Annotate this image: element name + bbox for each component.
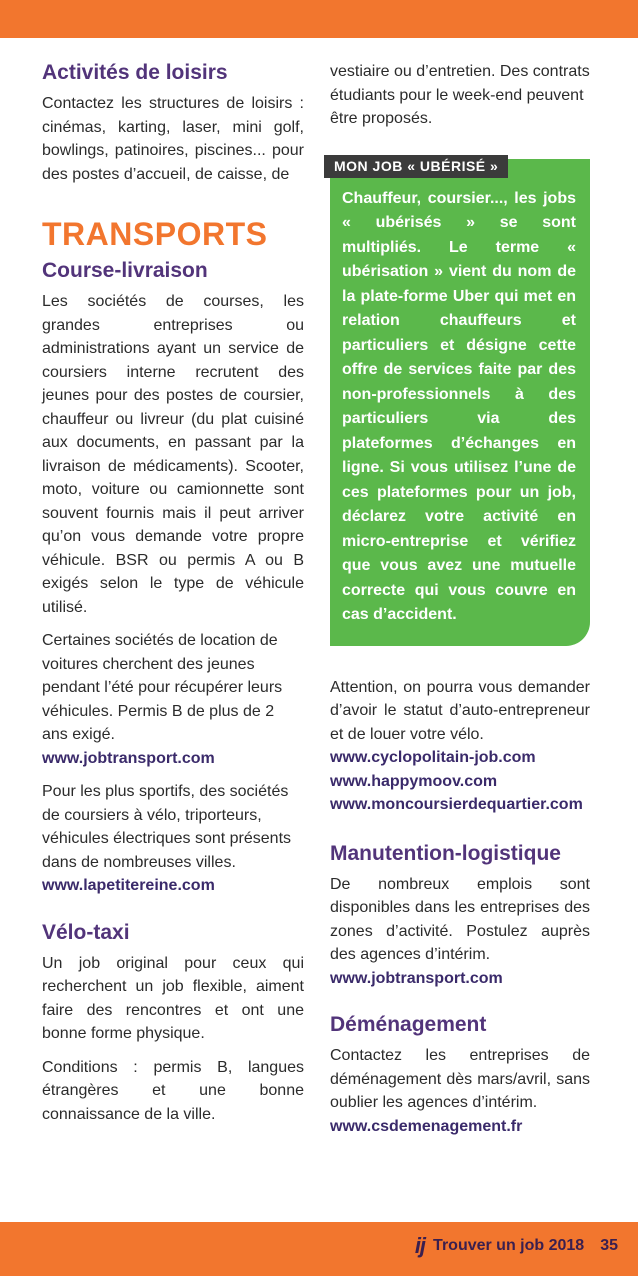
velo-heading: Vélo-taxi [42,920,130,944]
page-footer [415,1234,618,1258]
section-title-transports: TRANSPORTS [42,216,268,252]
manutention-heading: Manutention-logistique [330,841,561,865]
page-number: 35 [600,1237,618,1254]
manutention-paragraph: De nombreux emplois sont disponibles dans les entreprises des zones d’activité. Postulez auprès des agences d’intérim. [330,875,590,963]
continued-paragraph: vestiaire ou d’entretien. Des contrats étudiants pour le week-end peuvent être proposés. [330,63,590,127]
demenagement-heading: Déménagement [330,1013,487,1036]
course-heading: Course-livraison [42,259,208,282]
course-paragraph-3: Pour les plus sportifs, des sociétés de coursiers à vélo, triporteurs, véhicules électriques sont présents dans de nombreuses villes. [42,783,292,871]
right-column [330,60,590,1138]
link-jobtransport-2[interactable]: www.jobtransport.com [330,969,503,987]
ij-logo: ij [414,1233,426,1258]
uberise-box-tag: MON JOB « UBÉRISÉ » [324,155,508,178]
link-csdemenagement[interactable]: www.csdemenagement.fr [330,1117,523,1135]
link-jobtransport[interactable]: www.jobtransport.com [42,749,215,767]
uberise-box-text: Chauffeur, coursier..., les jobs « ubérisés » se sont multipliés. Le terme « ubérisation » vient du nom de la plate-forme Uber qui met en relation chauffeurs et particuliers et désigne cette offre de services faite par des non-professionnels à des particuliers via des plateformes d’échanges en ligne. Si vous utilisez l’une de ces plateformes pour un job, déclarez votre activité en micro-entreprise et vérifiez que vous avez une mutuelle correcte qui vous couvre en cas d’accident. [342,189,576,623]
course-paragraph-2: Certaines sociétés de location de voitures cherchent des jeunes pendant l’été pour récupérer leurs véhicules. Permis B de plus de 2 ans exigé. [42,632,283,743]
left-column [42,60,304,1136]
attention-paragraph: Attention, on pourra vous demander d’avoir le statut d’auto-entrepreneur et de louer votre vélo. [330,678,590,743]
velo-paragraph-2: Conditions : permis B, langues étrangères et une bonne connaissance de la ville. [42,1058,304,1123]
course-paragraph-1: Les sociétés de courses, les grandes entreprises ou administrations ayant un service de coursiers interne recrutent des jeunes pour des postes de coursier, chauffeur ou livreur (du plat cuisiné aux documents, en passant par la livraison de médicaments). Scooter, moto, voiture ou camionnette sont souvent fournis mais il peut arriver qu’on vous demande votre propre véhicule. BSR ou permis A ou B exigés selon le type de véhicule utilisé. [42,293,304,616]
link-cyclopolitain[interactable]: www.cyclopolitain-job.com [330,749,536,766]
link-happymoov[interactable]: www.happymoov.com [330,772,498,790]
link-moncoursierdequartier[interactable]: www.moncoursierdequartier.com [330,796,583,813]
demenagement-paragraph: Contactez les entreprises de déménagement dès mars/avril, sans oublier les agences d’intérim. [330,1047,590,1111]
footer-title: Trouver un job 2018 [433,1237,585,1254]
top-orange-bar [0,0,638,38]
uberise-box [330,159,590,646]
uberise-box-body [330,159,590,646]
link-lapetitereine[interactable]: www.lapetitereine.com [42,877,215,894]
velo-paragraph-1: Un job original pour ceux qui recherchent un job flexible, aiment faire des rencontres et ont une bonne forme physique. [42,954,304,1042]
loisirs-paragraph: Contactez les structures de loisirs : cinémas, karting, laser, mini golf, bowlings, patinoires, piscines... pour des postes d’accueil, de caisse, de [42,95,304,183]
loisirs-heading: Activités de loisirs [42,61,228,84]
